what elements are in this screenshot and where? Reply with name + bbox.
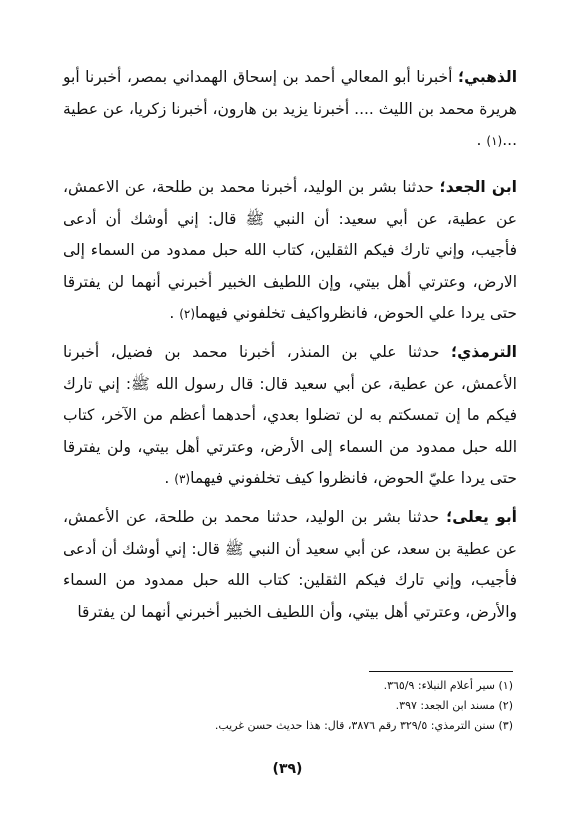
paragraph-text: حدثنا علي بن المنذر، أخبرنا محمد بن فضيل، أخبرنا الأعمش، عن عطية، عن أبي سعيد قال: قال رسول الله ﷺ: إني تارك فيكم ما إن تمسكتم به لن تضلوا بعدي، أحدهما أعظم من الآخر، كتاب الله حبل ممدود من السماء إلى الأرض، وعترتي أهل بيتي، ولن يفترقا حتى يردا عليّ الحوض، فانظروا كيف تخلفوني فيهما xyxy=(63,343,517,487)
footnote-reference[interactable]: (٢) xyxy=(179,307,196,321)
paragraph-end: . xyxy=(164,469,175,487)
paragraph-text: حدثنا بشر بن الوليد، أخبرنا محمد بن طلحة، عن الاعمش، عن عطية، عن أبي سعيد: أن النبي ﷺ قال: إني أوشك أن أدعى فأجيب، وإني تارك فيكم الثقلين، كتاب الله حبل ممدود من السماء إلى الارض، وعترتي أهل بيتي، وإن اللطيف الخبير أخبرني أنهما لن يفترقا حتى يردا علي الحوض، فانظرواكيف تخلفوني فيهما xyxy=(63,178,517,322)
paragraph-end: . xyxy=(476,131,487,149)
paragraph-tirmidhi xyxy=(63,337,517,496)
paragraph-end: . xyxy=(169,304,180,322)
footnote-reference[interactable]: (١) xyxy=(486,134,503,148)
paragraph-text: حدثنا بشر بن الوليد، حدثنا محمد بن طلحة، عن الأعمش، عن عطية بن سعد، عن أبي سعيد أن النبي ﷺ قال: إني أوشك أن أدعى فأجيب، وإني تارك فيكم الثقلين: كتاب الله حبل ممدود من السماء والأرض، وعترتي أهل بيتي، وأن اللطيف الخبير أخبرني أنهما لن يفترقا xyxy=(63,508,517,621)
footnotes xyxy=(63,676,513,736)
paragraph-dhahabi xyxy=(63,62,517,158)
heading-separator: ؛ xyxy=(450,343,458,361)
footnote-item: (١) سير أعلام النبلاء: ٣٦٥/٩. xyxy=(383,679,513,692)
page-number: (٣٩) xyxy=(272,761,303,777)
heading-separator: ؛ xyxy=(457,68,465,86)
heading-separator: ؛ xyxy=(439,178,446,196)
heading-separator: ؛ xyxy=(446,508,453,526)
paragraph-heading: أبو يعلى xyxy=(452,508,517,526)
paragraph-heading: ابن الجعد xyxy=(445,178,517,196)
paragraph-heading: الذهبي xyxy=(464,68,518,86)
paragraph-abu-yala xyxy=(63,502,517,628)
footnote-divider xyxy=(369,671,513,672)
footnote-item: (٢) مسند ابن الجعد: ٣٩٧. xyxy=(395,699,513,712)
paragraph-heading: الترمذي xyxy=(457,343,517,361)
footnote-reference[interactable]: (٣) xyxy=(174,472,191,486)
paragraph-text: أخبرنا أبو المعالي أحمد بن إسحاق الهمداني بمصر، أخبرنا أبو هريرة محمد بن الليث .... أخبرنا يزيد بن هارون، أخبرنا زكريا، عن عطية ... xyxy=(63,68,517,149)
footnote-item: (٣) سنن الترمذي: ٣٢٩/٥ رقم ٣٨٧٦، قال: هذا حديث حسن غريب. xyxy=(214,719,513,732)
paragraph-ibn-al-jad xyxy=(63,172,517,331)
